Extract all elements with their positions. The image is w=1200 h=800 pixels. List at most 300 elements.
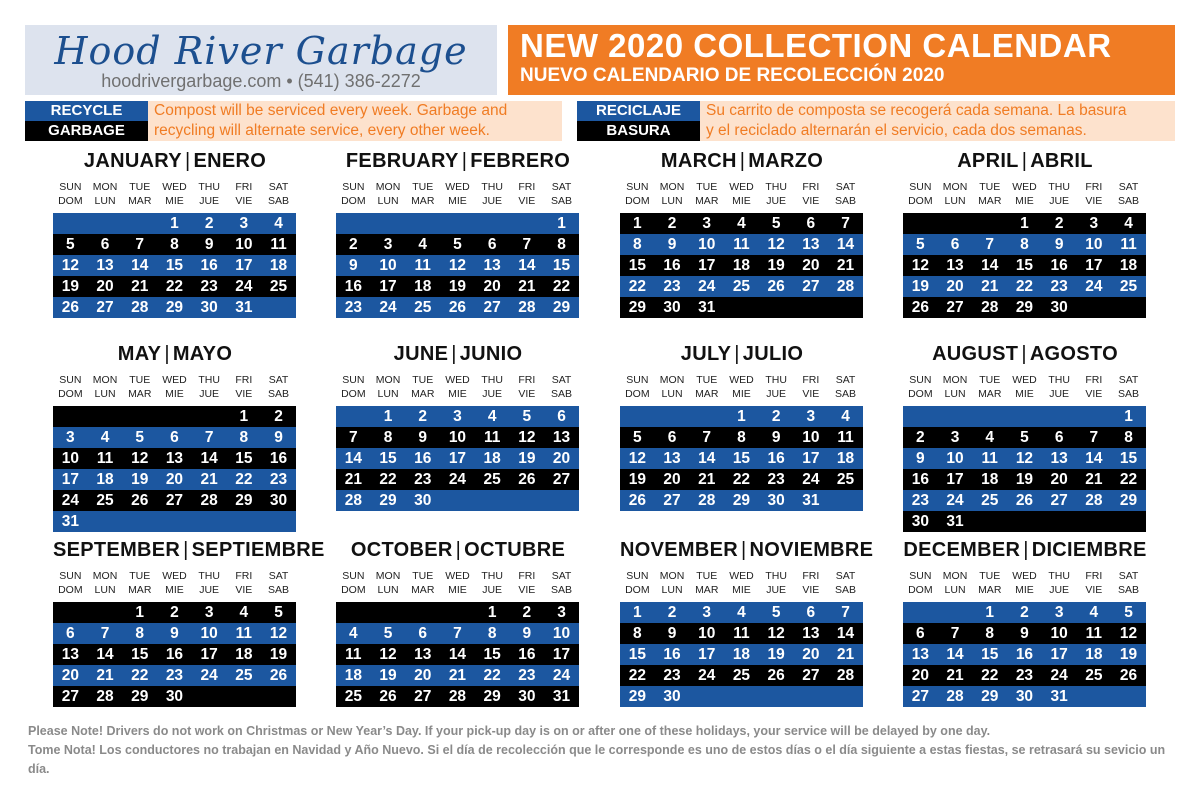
weekday-header (53, 180, 88, 208)
weekday-es: JUE (482, 584, 503, 596)
day-cell: 18 (235, 646, 253, 663)
day-cell: 8 (239, 429, 249, 446)
legend-basura-tag: BASURA (577, 121, 700, 141)
month-title (336, 539, 580, 565)
day-cell: 17 (698, 646, 716, 663)
day-cell: 16 (414, 450, 432, 467)
weekday-header (475, 373, 510, 401)
weekday-en: FRI (802, 570, 820, 582)
day-cell: 26 (1119, 667, 1138, 684)
day-cell: 23 (663, 278, 681, 295)
weekday-es: DOM (625, 584, 650, 596)
day-cell: 5 (633, 429, 642, 446)
day-cell: 11 (414, 257, 431, 274)
day-cell: 31 (1050, 688, 1068, 705)
weekday-header (972, 569, 1007, 597)
weekday-en: SUN (342, 570, 365, 582)
recycle-week-row (336, 255, 579, 276)
day-cell: 10 (802, 429, 820, 446)
day-cell: 22 (628, 278, 646, 295)
day-cell: 12 (1015, 450, 1034, 467)
day-cell: 16 (911, 471, 929, 488)
day-cell: 28 (1085, 492, 1103, 509)
weekday-es: JUE (1049, 584, 1070, 596)
weekday-en: SAT (1118, 374, 1139, 386)
weekday-es: MIE (165, 388, 184, 400)
weekday-en: MON (92, 570, 118, 582)
weekday-en: TUE (412, 181, 434, 193)
day-cell: 30 (200, 299, 218, 316)
day-cell: 18 (414, 278, 432, 295)
day-cell: 6 (66, 625, 75, 642)
day-cell: 18 (981, 471, 999, 488)
weekday-es: SAB (268, 388, 290, 400)
day-cell: 27 (96, 299, 114, 316)
garbage-week-row (903, 255, 1146, 276)
recycle-week-row (620, 448, 863, 469)
day-cell: 31 (698, 299, 716, 316)
recycle-week-row (903, 406, 1146, 427)
weekday-header (972, 373, 1007, 401)
weekday-en: SAT (551, 570, 572, 582)
weekday-en: WED (162, 181, 187, 193)
legend-garbage-tag: GARBAGE (25, 121, 148, 141)
day-cell: 30 (663, 299, 681, 316)
weekday-header (620, 373, 655, 401)
weekday-header (53, 373, 88, 401)
weekday-es: LUN (377, 388, 399, 400)
weekday-en: TUE (979, 181, 1001, 193)
day-cell: 4 (274, 215, 283, 232)
weekday-es: SAB (835, 388, 857, 400)
weekday-header (1042, 569, 1077, 597)
weekday-en: FRI (1085, 374, 1103, 386)
day-cell: 9 (667, 625, 677, 642)
weekday-en: MON (375, 570, 401, 582)
day-cell: 31 (802, 492, 820, 509)
day-cell: 2 (170, 604, 179, 621)
footnote-english: Please Note! Drivers do not work on Christmas or New Year’s Day. If your pick-up day is on or after one of these holidays, your service will be delayed by one day. (28, 724, 991, 738)
weekday-header (192, 569, 227, 597)
day-cell: 19 (448, 278, 467, 295)
day-cell: 12 (518, 429, 536, 446)
day-cell: 15 (235, 450, 253, 467)
day-cell: 26 (269, 667, 288, 684)
weekday-en: TUE (696, 181, 718, 193)
weekday-en: WED (729, 374, 754, 386)
day-cell: 18 (269, 257, 288, 274)
day-cell: 18 (96, 471, 114, 488)
weekday-es: MAR (695, 195, 719, 207)
weekday-en: SUN (909, 570, 932, 582)
day-cell: 18 (836, 450, 855, 467)
day-cell: 17 (698, 257, 716, 274)
day-cell: 25 (732, 667, 751, 684)
weekday-header (903, 373, 938, 401)
day-cell: 20 (483, 278, 501, 295)
month-name-es: AGOSTO (1029, 343, 1118, 365)
weekday-es: VIE (235, 584, 253, 596)
day-cell: 27 (414, 688, 432, 705)
day-cell: 14 (981, 257, 999, 274)
day-cell: 10 (379, 257, 397, 274)
day-cell: 24 (235, 278, 253, 295)
day-cell: 19 (628, 471, 646, 488)
weekday-es: MAR (128, 584, 152, 596)
recycle-week-row (53, 665, 296, 686)
month-title (620, 343, 864, 369)
garbage-week-row (903, 511, 1146, 532)
weekday-es: DOM (341, 195, 366, 207)
weekday-es: VIE (802, 195, 820, 207)
weekday-en: FRI (518, 181, 536, 193)
day-cell: 17 (235, 257, 253, 274)
weekday-es: JUE (766, 584, 787, 596)
day-cell: 11 (733, 236, 750, 253)
day-cell: 20 (61, 667, 79, 684)
day-cell: 11 (837, 429, 854, 446)
day-cell: 12 (269, 625, 288, 642)
month-name-en: JULY (680, 343, 732, 365)
day-cell: 26 (131, 492, 149, 509)
legend-note (148, 101, 562, 141)
day-cell: 10 (698, 236, 716, 253)
day-cell: 9 (667, 236, 677, 253)
day-cell: 10 (1085, 236, 1103, 253)
day-cell: 16 (663, 257, 681, 274)
day-cell: 31 (552, 688, 571, 705)
recycle-week-row (336, 448, 579, 469)
day-cell: 18 (483, 450, 501, 467)
day-cell: 1 (633, 604, 642, 621)
day-cell: 4 (841, 408, 850, 425)
month-name-es: OCTUBRE (464, 539, 566, 561)
day-cell: 17 (946, 471, 964, 488)
recycle-week-row (620, 490, 863, 511)
weekday-en: WED (445, 570, 470, 582)
weekday-es: JUE (766, 195, 787, 207)
day-cell: 27 (802, 278, 820, 295)
day-cell: 22 (165, 278, 184, 295)
day-cell: 28 (946, 688, 964, 705)
day-cell: 10 (946, 450, 964, 467)
weekday-en: FRI (1085, 181, 1103, 193)
weekday-header (1111, 180, 1146, 208)
month-january (53, 150, 297, 330)
weekday-en: FRI (235, 181, 253, 193)
day-cell: 22 (1015, 278, 1034, 295)
month-name-es: ABRIL (1030, 150, 1093, 172)
garbage-week-row (336, 276, 579, 297)
day-cell: 5 (453, 236, 462, 253)
day-cell: 12 (767, 625, 785, 642)
day-cell: 4 (239, 604, 249, 621)
weekday-en: SUN (59, 374, 82, 386)
weekday-header (759, 569, 794, 597)
month-name-es: FEBRERO (470, 150, 571, 172)
weekday-header (371, 569, 406, 597)
day-cell: 21 (698, 471, 716, 488)
weekday-header (759, 180, 794, 208)
day-cell: 17 (1085, 257, 1103, 274)
day-cell: 8 (633, 236, 642, 253)
garbage-week-row (903, 623, 1146, 644)
day-cell: 14 (1085, 450, 1103, 467)
day-cell: 13 (414, 646, 432, 663)
day-cell: 19 (1119, 646, 1138, 663)
weekday-en: SAT (268, 181, 289, 193)
day-cell: 2 (522, 604, 532, 621)
weekday-es: SAB (1118, 388, 1140, 400)
month-name-en: JANUARY (83, 150, 182, 172)
weekday-en: TUE (412, 374, 434, 386)
day-cell: 13 (1050, 450, 1068, 467)
day-cell: 3 (383, 236, 393, 253)
weekday-header (53, 569, 88, 597)
day-cell: 4 (985, 429, 995, 446)
page-title: NEW 2020 COLLECTION CALENDAR (520, 27, 1112, 64)
day-cell: 29 (1119, 492, 1138, 509)
day-cell: 22 (628, 667, 646, 684)
weekday-en: MON (942, 570, 968, 582)
recycle-week-row (53, 255, 296, 276)
day-cell: 23 (911, 492, 929, 509)
weekday-header (336, 373, 371, 401)
day-cell: 19 (61, 278, 79, 295)
day-cell: 28 (448, 688, 467, 705)
day-cell: 29 (732, 492, 751, 509)
weekday-es: LUN (944, 195, 966, 207)
weekday-es: LUN (377, 195, 399, 207)
weekday-header (1077, 180, 1112, 208)
weekday-header (122, 180, 157, 208)
weekday-header (724, 373, 759, 401)
weekday-header (475, 569, 510, 597)
weekday-es: DOM (341, 388, 366, 400)
weekday-en: THU (198, 374, 220, 386)
weekday-en: MON (659, 181, 685, 193)
weekday-header (544, 569, 579, 597)
day-cell: 6 (1054, 429, 1064, 446)
weekday-header (440, 373, 475, 401)
day-cell: 22 (1119, 471, 1138, 488)
day-cell: 20 (802, 646, 820, 663)
day-cell: 8 (557, 236, 566, 253)
day-cell: 9 (916, 450, 925, 467)
day-cell: 29 (165, 299, 184, 316)
garbage-week-row (336, 644, 579, 665)
garbage-week-row (903, 665, 1146, 686)
weekday-header (1077, 569, 1112, 597)
day-cell: 6 (487, 236, 497, 253)
garbage-week-row (53, 490, 296, 511)
weekday-en: WED (1012, 374, 1037, 386)
weekday-en: MON (942, 374, 968, 386)
weekday-es: LUN (94, 584, 116, 596)
recycle-week-row (620, 686, 863, 707)
weekday-header (794, 569, 829, 597)
day-cell: 24 (698, 667, 716, 684)
weekday-en: THU (765, 181, 787, 193)
day-cell: 21 (1085, 471, 1103, 488)
month-name-separator: | (1021, 150, 1028, 172)
day-cell: 10 (200, 625, 218, 642)
weekday-header (655, 373, 690, 401)
recycle-week-row (903, 644, 1146, 665)
recycle-week-row (903, 490, 1146, 511)
weekday-header (88, 569, 123, 597)
day-cell: 19 (767, 257, 785, 274)
weekday-header (336, 180, 371, 208)
month-title (620, 150, 864, 176)
month-september (53, 539, 325, 719)
day-cell: 27 (663, 492, 681, 509)
weekday-header (689, 180, 724, 208)
weekday-es: DOM (908, 195, 933, 207)
day-cell: 2 (204, 215, 214, 232)
garbage-week-row (336, 469, 579, 490)
weekday-es: MAR (978, 195, 1002, 207)
day-cell: 28 (96, 688, 114, 705)
day-cell: 28 (836, 667, 855, 684)
day-cell: 12 (448, 257, 467, 274)
month-name-en: SEPTEMBER (53, 539, 181, 561)
day-cell: 24 (200, 667, 218, 684)
day-cell: 20 (414, 667, 432, 684)
day-cell: 8 (1124, 429, 1133, 446)
day-cell: 28 (981, 299, 999, 316)
recycle-week-row (336, 406, 579, 427)
month-title (53, 150, 297, 176)
weekday-en: SUN (59, 570, 82, 582)
day-cell: 21 (946, 667, 964, 684)
day-cell: 26 (1015, 492, 1034, 509)
day-cell: 9 (418, 429, 428, 446)
day-cell: 6 (100, 236, 110, 253)
weekday-en: TUE (129, 570, 151, 582)
weekday-en: TUE (412, 570, 434, 582)
weekday-en: SUN (626, 570, 649, 582)
day-cell: 31 (61, 513, 79, 530)
day-cell: 9 (1054, 236, 1064, 253)
day-cell: 17 (448, 450, 467, 467)
day-cell: 10 (552, 625, 571, 642)
day-cell: 2 (1020, 604, 1029, 621)
day-cell: 16 (518, 646, 536, 663)
weekday-es: SAB (551, 195, 573, 207)
day-cell: 6 (916, 625, 925, 642)
day-cell: 6 (950, 236, 960, 253)
weekday-header (157, 180, 192, 208)
weekday-es: SAB (551, 584, 573, 596)
recycle-week-row (903, 602, 1146, 623)
weekday-en: WED (445, 374, 470, 386)
weekday-header (1007, 569, 1042, 597)
month-name-separator: | (734, 343, 740, 365)
weekday-es: DOM (908, 584, 933, 596)
garbage-week-row (53, 276, 296, 297)
month-june (336, 343, 580, 523)
garbage-week-row (903, 427, 1146, 448)
month-october (336, 539, 580, 719)
weekday-header (261, 373, 296, 401)
day-cell: 23 (344, 299, 362, 316)
day-cell: 22 (131, 667, 149, 684)
day-cell: 5 (916, 236, 925, 253)
month-name-es: MARZO (748, 150, 824, 172)
recycle-week-row (336, 213, 579, 234)
weekday-en: THU (1048, 181, 1070, 193)
weekday-header (938, 373, 973, 401)
day-cell: 5 (383, 625, 393, 642)
weekday-es: VIE (518, 195, 536, 207)
weekday-header (405, 180, 440, 208)
day-cell: 11 (235, 625, 253, 642)
day-cell: 19 (518, 450, 536, 467)
day-cell: 15 (732, 450, 751, 467)
day-cell: 13 (663, 450, 681, 467)
day-cell: 16 (165, 646, 184, 663)
month-name-separator: | (183, 539, 189, 561)
month-name-separator: | (184, 150, 191, 172)
recycle-week-row (620, 276, 863, 297)
weekday-es: VIE (1085, 584, 1103, 596)
recycle-week-row (903, 686, 1146, 707)
month-name-es: JUNIO (459, 343, 523, 365)
day-cell: 24 (1085, 278, 1103, 295)
day-cell: 15 (483, 646, 501, 663)
weekday-en: SUN (909, 374, 932, 386)
legend-note-line: Su carrito de composta se recogerá cada semana. La basura (706, 102, 1127, 119)
day-cell: 3 (702, 604, 712, 621)
garbage-week-row (53, 644, 296, 665)
day-cell: 11 (1120, 236, 1137, 253)
day-cell: 21 (344, 471, 362, 488)
day-cell: 4 (487, 408, 497, 425)
month-name-es: ENERO (193, 150, 267, 172)
garbage-week-row (53, 602, 296, 623)
day-cell: 3 (453, 408, 462, 425)
weekday-es: DOM (341, 584, 366, 596)
day-cell: 26 (767, 667, 785, 684)
recycle-week-row (620, 644, 863, 665)
day-cell: 3 (950, 429, 960, 446)
day-cell: 14 (344, 450, 362, 467)
weekday-header (544, 373, 579, 401)
day-cell: 5 (771, 604, 781, 621)
day-cell: 4 (100, 429, 110, 446)
day-cell: 19 (131, 471, 149, 488)
day-cell: 27 (911, 688, 929, 705)
day-cell: 22 (732, 471, 751, 488)
day-cell: 29 (379, 492, 397, 509)
day-cell: 29 (1015, 299, 1034, 316)
weekday-es: MIE (448, 584, 467, 596)
weekday-es: VIE (802, 388, 820, 400)
day-cell: 17 (802, 450, 820, 467)
day-cell: 26 (379, 688, 397, 705)
weekday-header (336, 569, 371, 597)
weekday-es: SAB (268, 195, 290, 207)
weekday-es: LUN (661, 388, 683, 400)
weekday-en: FRI (802, 181, 820, 193)
day-cell: 14 (836, 236, 855, 253)
day-cell: 4 (349, 625, 358, 642)
month-december (903, 539, 1147, 719)
month-name-separator: | (461, 150, 468, 172)
day-cell: 26 (448, 299, 467, 316)
weekday-es: DOM (58, 195, 83, 207)
